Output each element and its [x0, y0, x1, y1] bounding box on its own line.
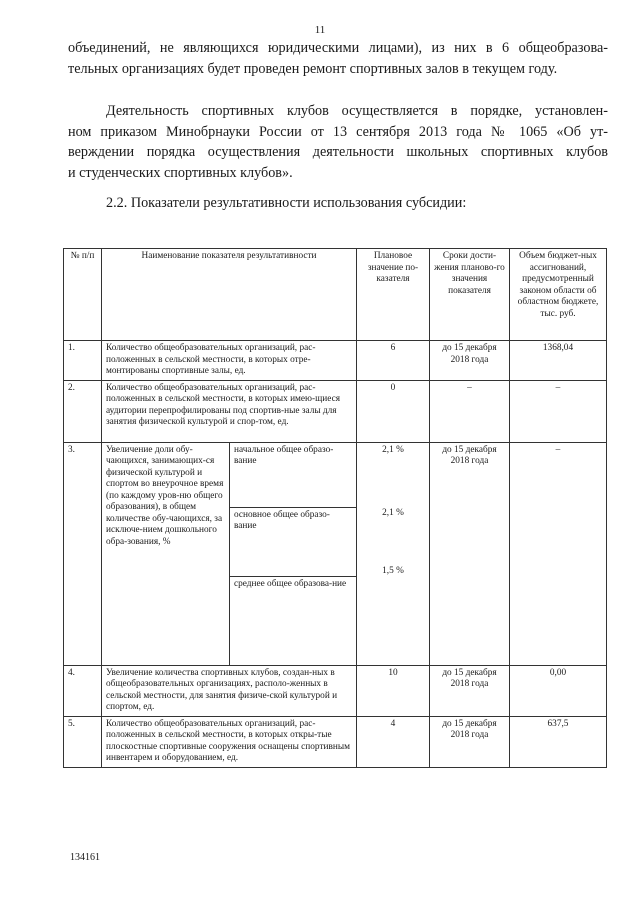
- plan-value-secondary: 1,5 %: [382, 565, 404, 576]
- row-plan-value: 4: [357, 716, 430, 767]
- plan-value-basic: 2,1 %: [382, 508, 404, 518]
- row-number: 2.: [64, 380, 102, 442]
- text-line: объединений, не являющихся юридическими лицами), из них в 6 общеобразова-: [68, 40, 608, 56]
- row-indicator-name: Увеличение доли обу-чающихся, занимающих-ся физической культурой и спортом во внеурочное время (по каждому уров-ню общего образования), в общем количестве обу-чающихся, за исключе-нием дошкольного обра-зования, %: [102, 442, 230, 665]
- header-budget: Объем бюджет-ных ассигнований, предусмотренный законом области об областном бюджете, тыс. руб.: [510, 249, 607, 341]
- text-line: верждении порядка осуществления деятельности школьных спортивных клубов: [68, 144, 608, 160]
- indicators-table: [63, 248, 607, 768]
- text-line: Деятельность спортивных клубов осуществляется в порядке, установлен-: [106, 103, 608, 119]
- header-indicator-name: Наименование показателя результативности: [102, 249, 357, 341]
- row-number: 4.: [64, 665, 102, 716]
- row-deadline: до 15 декабря 2018 года: [430, 665, 510, 716]
- table-row: [64, 442, 607, 507]
- row-plan-value: 6: [357, 341, 430, 381]
- section-heading: 2.2. Показатели результативности использования субсидии:: [106, 195, 467, 211]
- education-level-secondary: среднее общее образова-ние: [230, 576, 357, 665]
- row-plan-value: 0: [357, 380, 430, 442]
- header-number: № п/п: [64, 249, 102, 341]
- document-code: 134161: [70, 852, 100, 863]
- row-deadline: до 15 декабря 2018 года: [430, 442, 510, 665]
- row-number: 1.: [64, 341, 102, 381]
- text-line: ном приказом Минобрнауки России от 13 сентября 2013 года № 1065 «Об ут-: [68, 123, 608, 140]
- row-indicator-name: Количество общеобразовательных организаций, рас-положенных в сельской местности, в которых имею-щиеся аудитории перепрофилированы под спортив-ные залы для занятия физической культурой и спор-том, ед.: [102, 380, 357, 442]
- plan-value-primary: 2,1 %: [382, 444, 404, 455]
- text-line: тельных организациях будет проведен ремонт спортивных залов в текущем году.: [68, 60, 558, 77]
- row-budget: 637,5: [510, 716, 607, 767]
- row-deadline: до 15 декабря 2018 года: [430, 341, 510, 381]
- row-plan-values: [357, 442, 430, 665]
- education-level-basic: основное общее образо-вание: [230, 507, 357, 576]
- row-number: 5.: [64, 716, 102, 767]
- table-row: [64, 716, 607, 767]
- row-deadline: –: [430, 380, 510, 442]
- row-indicator-name: Увеличение количества спортивных клубов, создан-ных в общеобразовательных организациях, располо-женных в сельской местности, для занятия физиче-ской культурой и спортом, ед.: [102, 665, 357, 716]
- table-row: [64, 341, 607, 381]
- row-budget: –: [510, 380, 607, 442]
- text-line: и студенческих спортивных клубов».: [68, 164, 293, 181]
- header-deadline: Сроки дости-жения планово-го значения показателя: [430, 249, 510, 341]
- row-indicator-name: Количество общеобразовательных организаций, рас-положенных в сельской местности, в которых откры-тые плоскостные спортивные сооружения оснащены спортивным инвентарем и оборудованием, ед.: [102, 716, 357, 767]
- row-deadline: до 15 декабря 2018 года: [430, 716, 510, 767]
- row-budget: 0,00: [510, 665, 607, 716]
- table-row: [64, 665, 607, 716]
- table-header-row: [64, 249, 607, 341]
- row-budget: 1368,04: [510, 341, 607, 381]
- table-row: [64, 380, 607, 442]
- row-plan-value: 10: [357, 665, 430, 716]
- row-budget: –: [510, 442, 607, 665]
- education-level-primary: начальное общее образо-вание: [230, 442, 357, 507]
- paragraph-continuation: [68, 38, 608, 79]
- row-indicator-name: Количество общеобразовательных организаций, рас-положенных в сельской местности, в которых отре-монтированы спортивные залы, ед.: [102, 341, 357, 381]
- page-number: 11: [314, 24, 326, 36]
- row-number: 3.: [64, 442, 102, 665]
- paragraph-sports-clubs: [68, 101, 608, 183]
- header-plan-value: Плановое значение по-казателя: [357, 249, 430, 341]
